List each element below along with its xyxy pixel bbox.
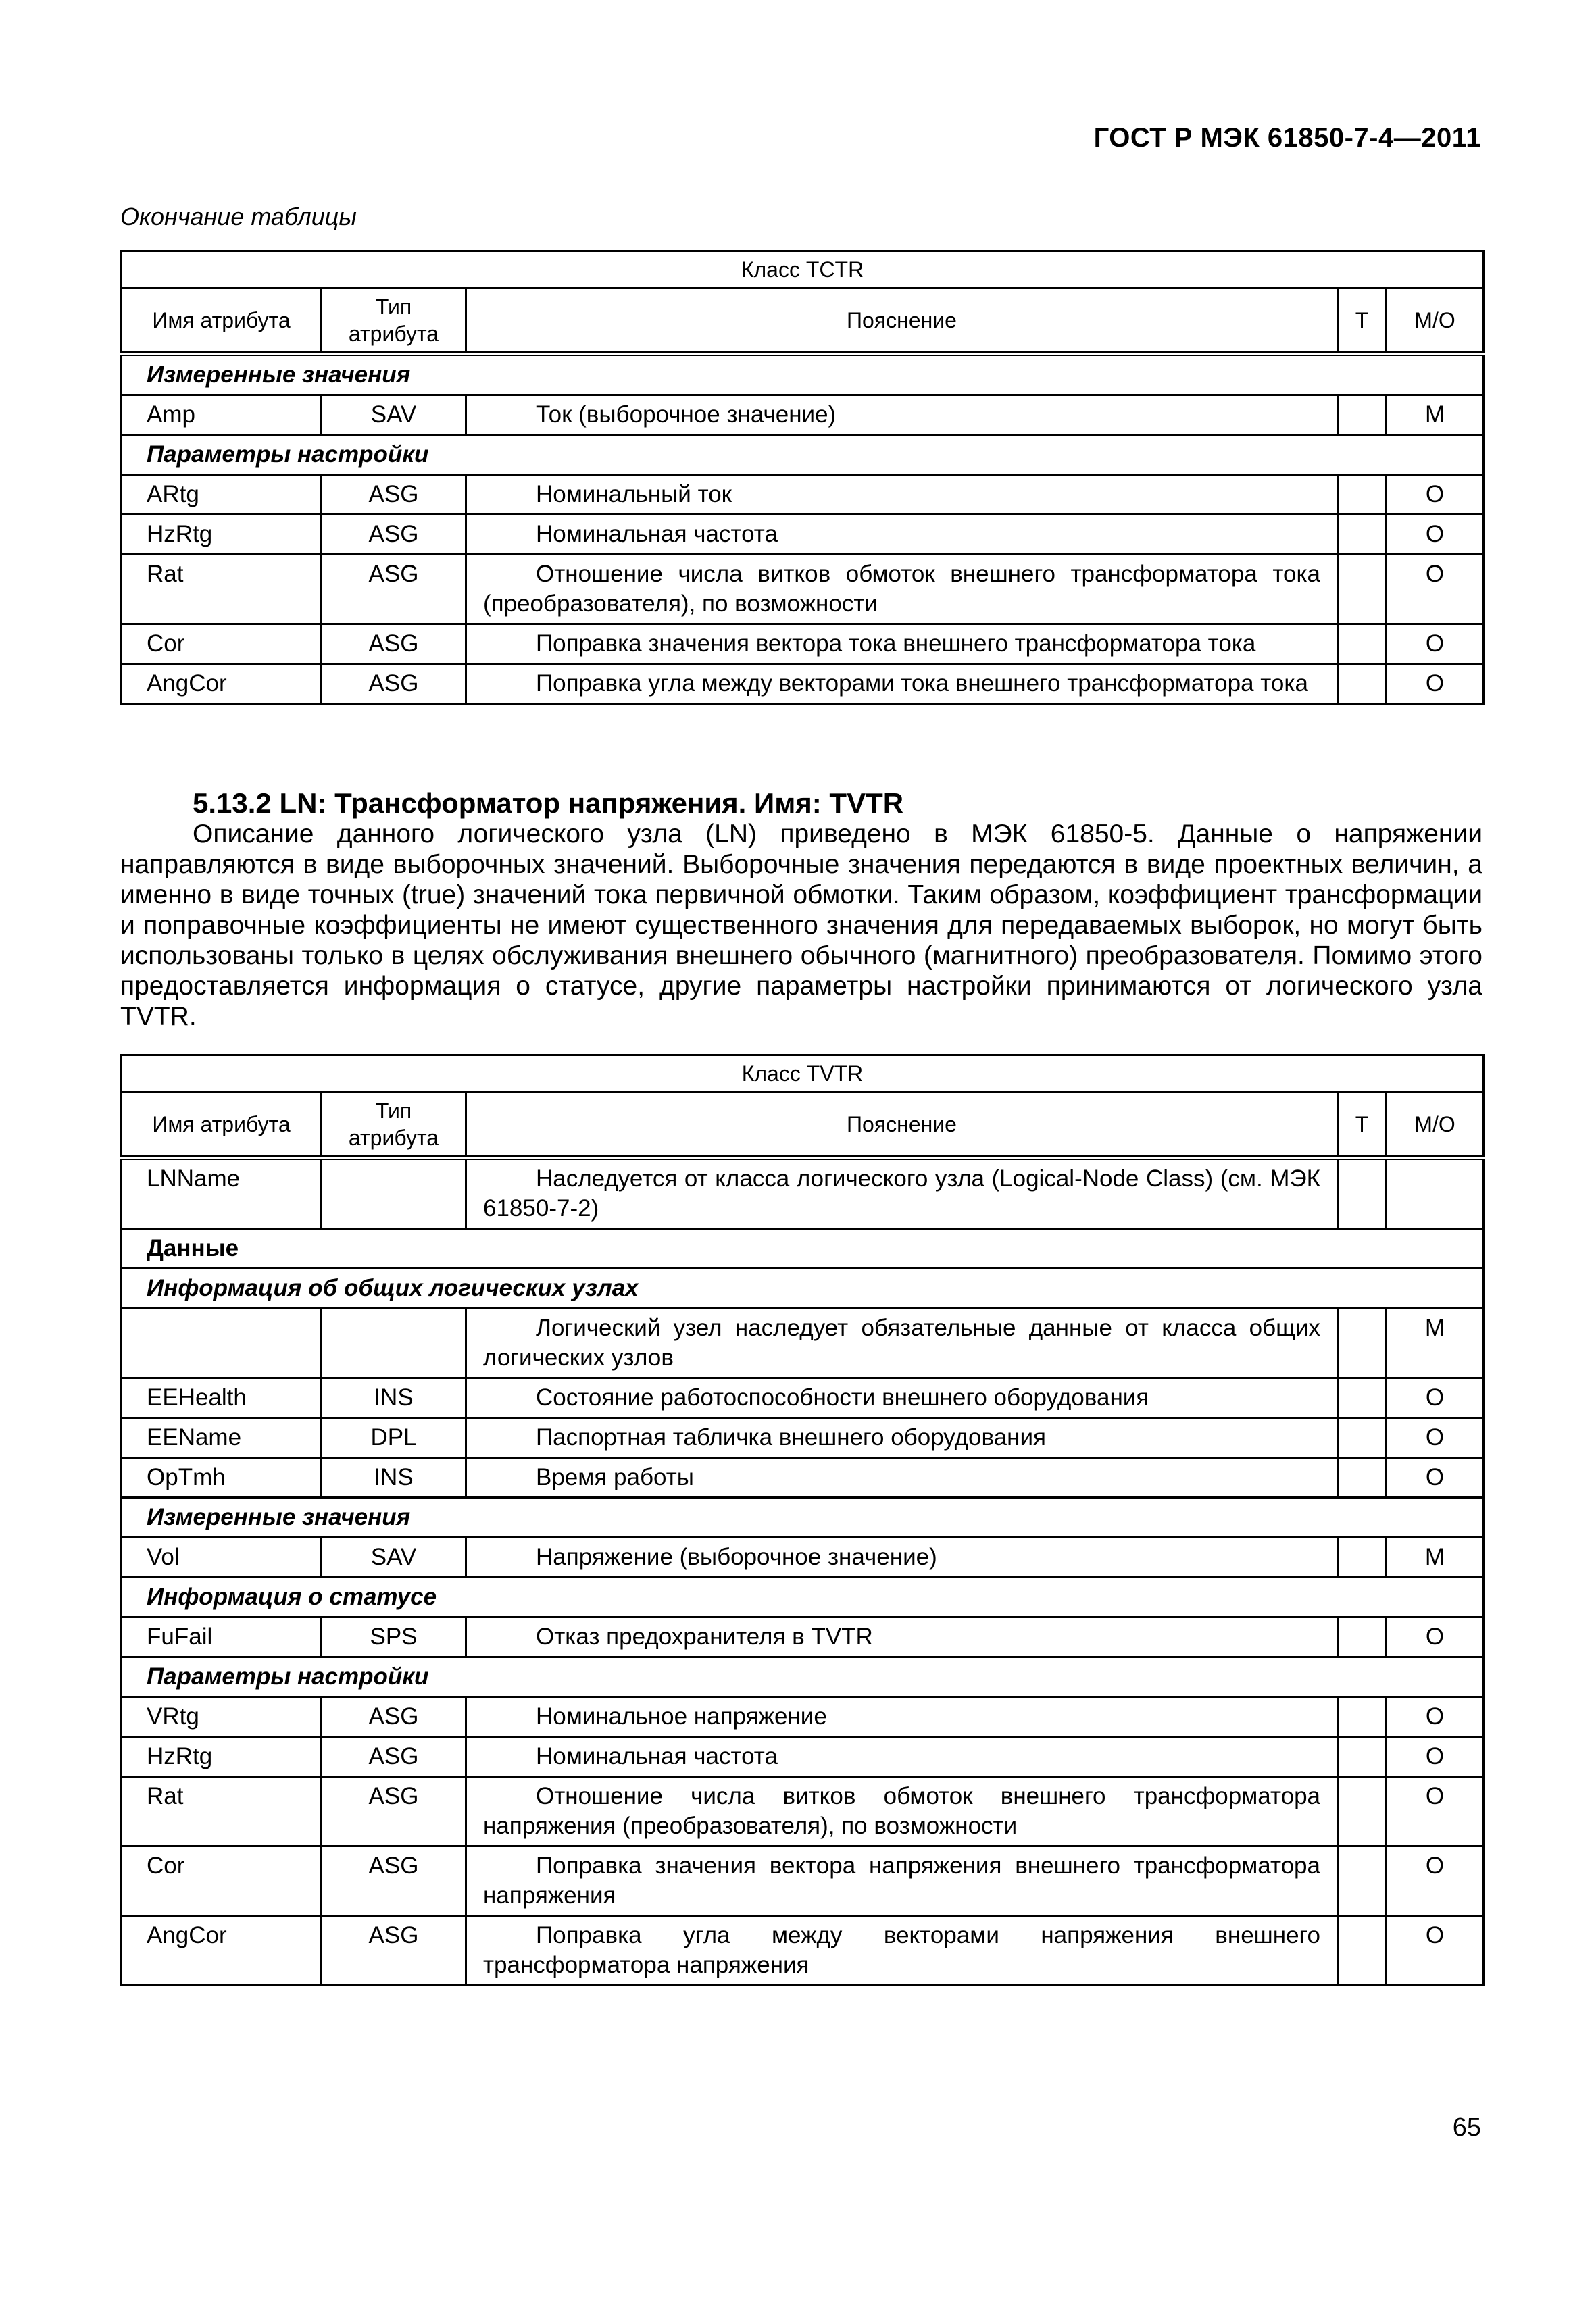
table-row xyxy=(122,1697,1484,1737)
cell-attr-type: SAV xyxy=(322,1538,466,1578)
cell-attr-type: ASG xyxy=(322,1916,466,1986)
cell-t xyxy=(1338,664,1387,704)
cell-attr-name: Vol xyxy=(122,1538,322,1578)
tctr-class-table xyxy=(120,250,1485,705)
cell-mo: O xyxy=(1387,1846,1484,1916)
page-number: 65 xyxy=(1452,2113,1481,2142)
cell-t xyxy=(1338,1777,1387,1846)
column-header-t: T xyxy=(1338,1092,1387,1158)
table-row xyxy=(122,1309,1484,1378)
cell-attr-name: AngCor xyxy=(122,1916,322,1986)
tvtr-class-table xyxy=(120,1054,1485,1986)
section-row xyxy=(122,1269,1484,1309)
cell-t xyxy=(1338,1538,1387,1578)
cell-attr-name: OpTmh xyxy=(122,1458,322,1498)
table-row xyxy=(122,1846,1484,1916)
column-header-attr-type: Тип атрибута xyxy=(322,1092,466,1158)
table-row xyxy=(122,515,1484,555)
cell-mo: O xyxy=(1387,1418,1484,1458)
cell-attr-type: DPL xyxy=(322,1418,466,1458)
cell-attr-type: ASG xyxy=(322,624,466,664)
table-row xyxy=(122,1538,1484,1578)
cell-t xyxy=(1338,1458,1387,1498)
table-row xyxy=(122,555,1484,624)
column-header-attr-name: Имя атрибута xyxy=(122,288,322,354)
cell-attr-type: INS xyxy=(322,1378,466,1418)
section-row xyxy=(122,1498,1484,1538)
cell-t xyxy=(1338,395,1387,435)
column-header-attr-type: Тип атрибута xyxy=(322,288,466,354)
cell-attr-type: SPS xyxy=(322,1617,466,1657)
table-row xyxy=(122,475,1484,515)
cell-mo: O xyxy=(1387,1737,1484,1777)
section-title: Параметры настройки xyxy=(122,1657,1484,1697)
cell-attr-name: Cor xyxy=(122,1846,322,1916)
cell-attr-type xyxy=(322,1158,466,1229)
cell-explanation: Поправка угла между векторами тока внешнего трансформатора тока xyxy=(466,664,1338,704)
cell-attr-name: EEName xyxy=(122,1418,322,1458)
table-row xyxy=(122,1777,1484,1846)
cell-attr-type xyxy=(322,1309,466,1378)
cell-mo: O xyxy=(1387,1617,1484,1657)
cell-t xyxy=(1338,515,1387,555)
cell-attr-name: VRtg xyxy=(122,1697,322,1737)
cell-t xyxy=(1338,1378,1387,1418)
cell-t xyxy=(1338,475,1387,515)
cell-mo: O xyxy=(1387,1378,1484,1418)
column-header-t: T xyxy=(1338,288,1387,354)
cell-attr-name: FuFail xyxy=(122,1617,322,1657)
cell-attr-type: ASG xyxy=(322,515,466,555)
cell-explanation: Время работы xyxy=(466,1458,1338,1498)
cell-explanation: Отношение числа витков обмоток внешнего трансформатора тока (преобразователя), по возможности xyxy=(466,555,1338,624)
cell-explanation: Отношение числа витков обмоток внешнего трансформатора напряжения (преобразователя), по возможности xyxy=(466,1777,1338,1846)
column-header-mo: M/O xyxy=(1387,1092,1484,1158)
cell-mo: O xyxy=(1387,555,1484,624)
cell-mo: O xyxy=(1387,1458,1484,1498)
section-title: Измеренные значения xyxy=(122,354,1484,395)
document-id: ГОСТ Р МЭК 61850-7-4—2011 xyxy=(1093,123,1481,153)
cell-explanation: Паспортная табличка внешнего оборудования xyxy=(466,1418,1338,1458)
cell-attr-type: ASG xyxy=(322,1846,466,1916)
section-paragraph: Описание данного логического узла (LN) приведено в МЭК 61850-5. Данные о напряжении направляются в виде выборочных значений. Выборочные значения передаются в виде проектных величин, а именно в виде точных (true) значений тока первичной обмотки. Таким образом, коэффициент трансформации и поправочные коэффициенты не имеют существенного значения для передаваемых выборок, но могут быть использованы только в целях обслуживания внешнего обычного (магнитного) преобразователя. Помимо этого предоставляется информация о статусе, другие параметры настройки принимаются от логического узла TVTR. xyxy=(120,820,1482,1031)
cell-t xyxy=(1338,1418,1387,1458)
section-title: Информация об общих логических узлах xyxy=(122,1269,1484,1309)
cell-mo: O xyxy=(1387,664,1484,704)
table-row xyxy=(122,1418,1484,1458)
cell-attr-name: Rat xyxy=(122,555,322,624)
cell-t xyxy=(1338,1309,1387,1378)
cell-explanation: Номинальная частота xyxy=(466,1737,1338,1777)
table-row xyxy=(122,624,1484,664)
cell-attr-name: Rat xyxy=(122,1777,322,1846)
cell-explanation: Состояние работоспособности внешнего оборудования xyxy=(466,1378,1338,1418)
section-heading: 5.13.2 LN: Трансформатор напряжения. Имя: TVTR xyxy=(193,787,904,819)
section-row xyxy=(122,354,1484,395)
cell-attr-type: ASG xyxy=(322,1697,466,1737)
cell-mo: O xyxy=(1387,1916,1484,1986)
section-row xyxy=(122,435,1484,475)
cell-attr-type: ASG xyxy=(322,555,466,624)
cell-explanation: Номинальный ток xyxy=(466,475,1338,515)
cell-explanation: Наследуется от класса логического узла (Logical-Node Class) (см. МЭК 61850-7-2) xyxy=(466,1158,1338,1229)
cell-attr-type: ASG xyxy=(322,664,466,704)
cell-attr-type: SAV xyxy=(322,395,466,435)
cell-attr-name: ARtg xyxy=(122,475,322,515)
table-continuation-caption: Окончание таблицы xyxy=(120,203,357,230)
cell-attr-name: Cor xyxy=(122,624,322,664)
section-row-data xyxy=(122,1229,1484,1269)
cell-explanation: Ток (выборочное значение) xyxy=(466,395,1338,435)
column-header-explanation: Пояснение xyxy=(466,288,1338,354)
cell-mo: M xyxy=(1387,1538,1484,1578)
cell-attr-type: INS xyxy=(322,1458,466,1498)
cell-mo: O xyxy=(1387,475,1484,515)
cell-t xyxy=(1338,1697,1387,1737)
cell-attr-name: HzRtg xyxy=(122,515,322,555)
table-row xyxy=(122,1916,1484,1986)
section-row xyxy=(122,1657,1484,1697)
cell-attr-name: HzRtg xyxy=(122,1737,322,1777)
data-section-label: Данные xyxy=(122,1229,1484,1269)
table-class-title: Класс TCTR xyxy=(122,251,1484,288)
cell-explanation: Напряжение (выборочное значение) xyxy=(466,1538,1338,1578)
cell-mo: O xyxy=(1387,1777,1484,1846)
cell-t xyxy=(1338,1916,1387,1986)
cell-mo: O xyxy=(1387,515,1484,555)
section-title: Информация о статусе xyxy=(122,1578,1484,1617)
cell-explanation: Отказ предохранителя в TVTR xyxy=(466,1617,1338,1657)
column-header-mo: M/O xyxy=(1387,288,1484,354)
section-title: Параметры настройки xyxy=(122,435,1484,475)
table-row-lnname xyxy=(122,1158,1484,1229)
cell-explanation: Номинальное напряжение xyxy=(466,1697,1338,1737)
cell-mo: M xyxy=(1387,1309,1484,1378)
cell-attr-type: ASG xyxy=(322,475,466,515)
cell-attr-type: ASG xyxy=(322,1737,466,1777)
cell-attr-name: AngCor xyxy=(122,664,322,704)
cell-t xyxy=(1338,1617,1387,1657)
table-row xyxy=(122,1737,1484,1777)
cell-t xyxy=(1338,1737,1387,1777)
table-row xyxy=(122,1458,1484,1498)
column-header-explanation: Пояснение xyxy=(466,1092,1338,1158)
cell-attr-name: EEHealth xyxy=(122,1378,322,1418)
section-title: Измеренные значения xyxy=(122,1498,1484,1538)
cell-t xyxy=(1338,555,1387,624)
cell-attr-name: LNName xyxy=(122,1158,322,1229)
cell-mo xyxy=(1387,1158,1484,1229)
cell-attr-name: Amp xyxy=(122,395,322,435)
cell-t xyxy=(1338,624,1387,664)
table-row xyxy=(122,664,1484,704)
column-header-attr-name: Имя атрибута xyxy=(122,1092,322,1158)
cell-t xyxy=(1338,1158,1387,1229)
cell-mo: M xyxy=(1387,395,1484,435)
table-class-title: Класс TVTR xyxy=(122,1055,1484,1092)
cell-explanation: Поправка значения вектора тока внешнего трансформатора тока xyxy=(466,624,1338,664)
table-row xyxy=(122,1378,1484,1418)
cell-attr-type: ASG xyxy=(322,1777,466,1846)
cell-explanation: Поправка значения вектора напряжения внешнего трансформатора напряжения xyxy=(466,1846,1338,1916)
table-row xyxy=(122,1617,1484,1657)
cell-t xyxy=(1338,1846,1387,1916)
cell-attr-name xyxy=(122,1309,322,1378)
cell-explanation: Поправка угла между векторами напряжения внешнего трансформатора напряжения xyxy=(466,1916,1338,1986)
cell-explanation: Логический узел наследует обязательные данные от класса общих логических узлов xyxy=(466,1309,1338,1378)
table-row xyxy=(122,395,1484,435)
cell-mo: O xyxy=(1387,624,1484,664)
cell-mo: O xyxy=(1387,1697,1484,1737)
cell-explanation: Номинальная частота xyxy=(466,515,1338,555)
section-row xyxy=(122,1578,1484,1617)
